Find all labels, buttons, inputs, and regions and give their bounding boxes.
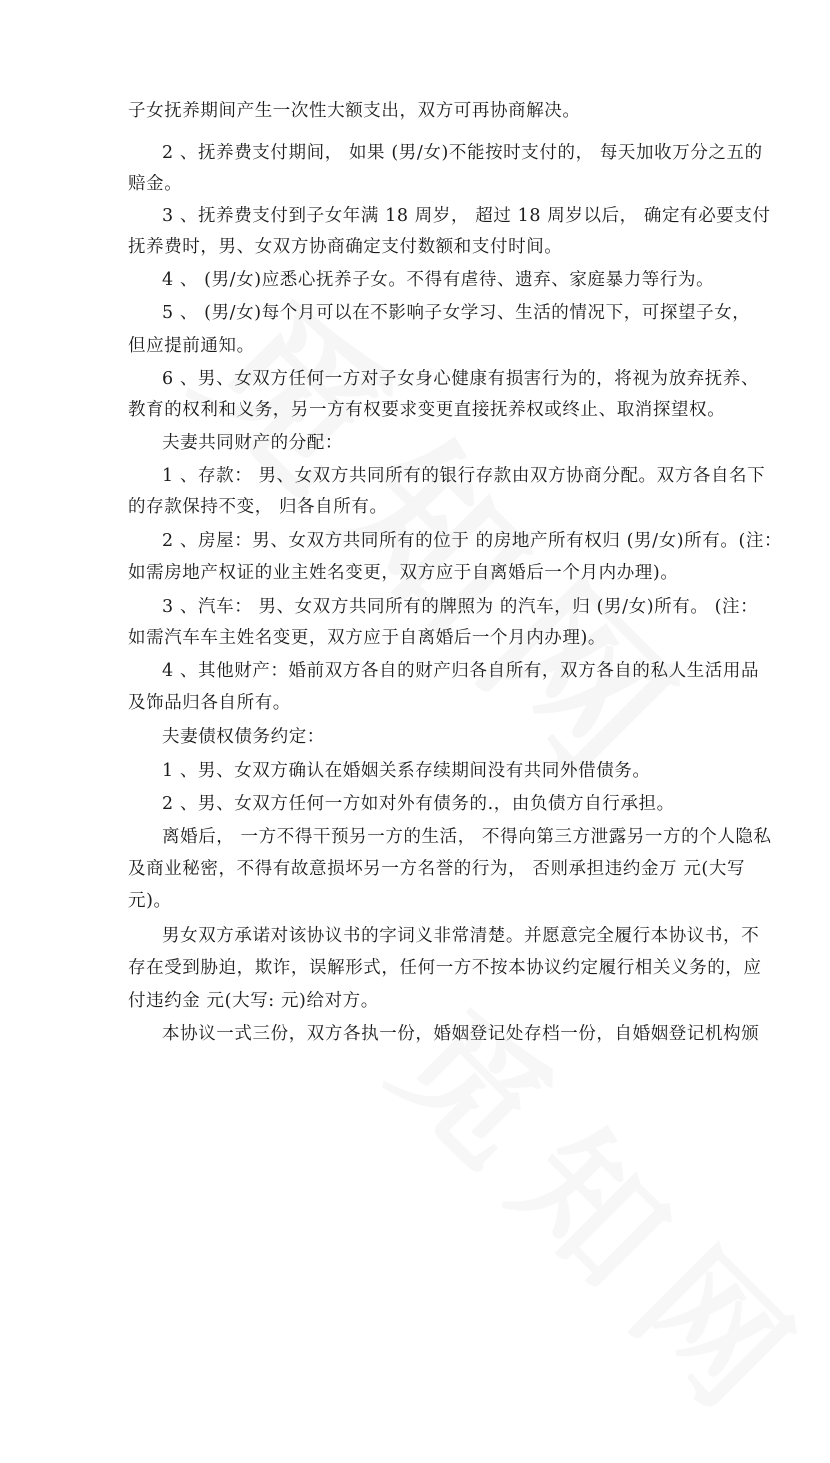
text-line: 子女抚养期间产生一次性大额支出，双方可再协商解决。: [128, 101, 581, 121]
text-line: 2 、男、女双方任何一方如对外有债务的.，由负债方自行承担。: [162, 794, 675, 814]
text-line: 及饰品归各自所有。: [128, 693, 291, 713]
text-line: 5 、 (男/女)每个月可以在不影响子女学习、生活的情况下，可探望子女，: [162, 303, 751, 323]
section-heading: 夫妻债权债务约定：: [162, 727, 325, 747]
text-line: 3 、抚养费支付到子女年满 18 周岁， 超过 18 周岁以后， 确定有必要支付: [162, 206, 771, 226]
text-line: 抚养费时，男、女双方协商确定支付数额和支付时间。: [128, 237, 563, 257]
text-line: 元)。: [128, 891, 172, 911]
text-line: 如需房地产权证的业主姓名变更，双方应于自离婚后一个月内办理)。: [128, 563, 679, 583]
text-line: 如需汽车车主姓名变更，双方应于自离婚后一个月内办理)。: [128, 628, 607, 648]
section-heading: 夫妻共同财产的分配：: [162, 433, 343, 453]
text-line: 4 、 (男/女)应悉心抚养子女。不得有虐待、遗弃、家庭暴力等行为。: [162, 270, 715, 290]
text-line: 1 、存款： 男、女双方共同所有的银行存款由双方协商分配。双方各自名下: [162, 466, 766, 486]
text-line: 2 、房屋：男、女双方共同所有的位于 的房地产所有权归 (男/女)所有。(注：: [162, 531, 783, 551]
text-line: 及商业秘密，不得有故意损坏另一方名誉的行为， 否则承担违约金万 元(大写: [128, 859, 746, 879]
text-line: 男女双方承诺对该协议书的字词义非常清楚。并愿意完全履行本协议书，不: [162, 926, 760, 946]
text-line: 1 、男、女双方确认在婚姻关系存续期间没有共同外借债务。: [162, 761, 651, 781]
text-line: 6 、男、女双方任何一方对子女身心健康有损害行为的，将视为放弃抚养、: [162, 369, 760, 389]
text-line: 但应提前通知。: [128, 336, 255, 356]
text-line: 教育的权利和义务，另一方有权要求变更直接抚养权或终止、取消探望权。: [128, 400, 726, 420]
text-line: 存在受到胁迫，欺诈，误解形式，任何一方不按本协议约定履行相关义务的，应: [128, 958, 762, 978]
text-line: 付违约金 元(大写: 元)给对方。: [128, 991, 379, 1011]
text-line: 2 、抚养费支付期间， 如果 (男/女)不能按时支付的， 每天加收万分之五的: [162, 143, 763, 163]
text-line: 离婚后， 一方不得干预另一方的生活， 不得向第三方泄露另一方的个人隐私: [162, 827, 772, 847]
text-line: 3 、汽车： 男、女双方共同所有的牌照为 的汽车，归 (男/女)所有。 (注：: [162, 597, 759, 617]
text-line: 4 、其他财产：婚前双方各自的财产归各自所有，双方各自的私人生活用品: [162, 661, 760, 681]
text-line: 的存款保持不变， 归各自所有。: [128, 497, 388, 517]
text-line: 本协议一式三份，双方各执一份，婚姻登记处存档一份，自婚姻登记机构颁: [162, 1024, 760, 1044]
text-line: 赔金。: [128, 174, 183, 194]
